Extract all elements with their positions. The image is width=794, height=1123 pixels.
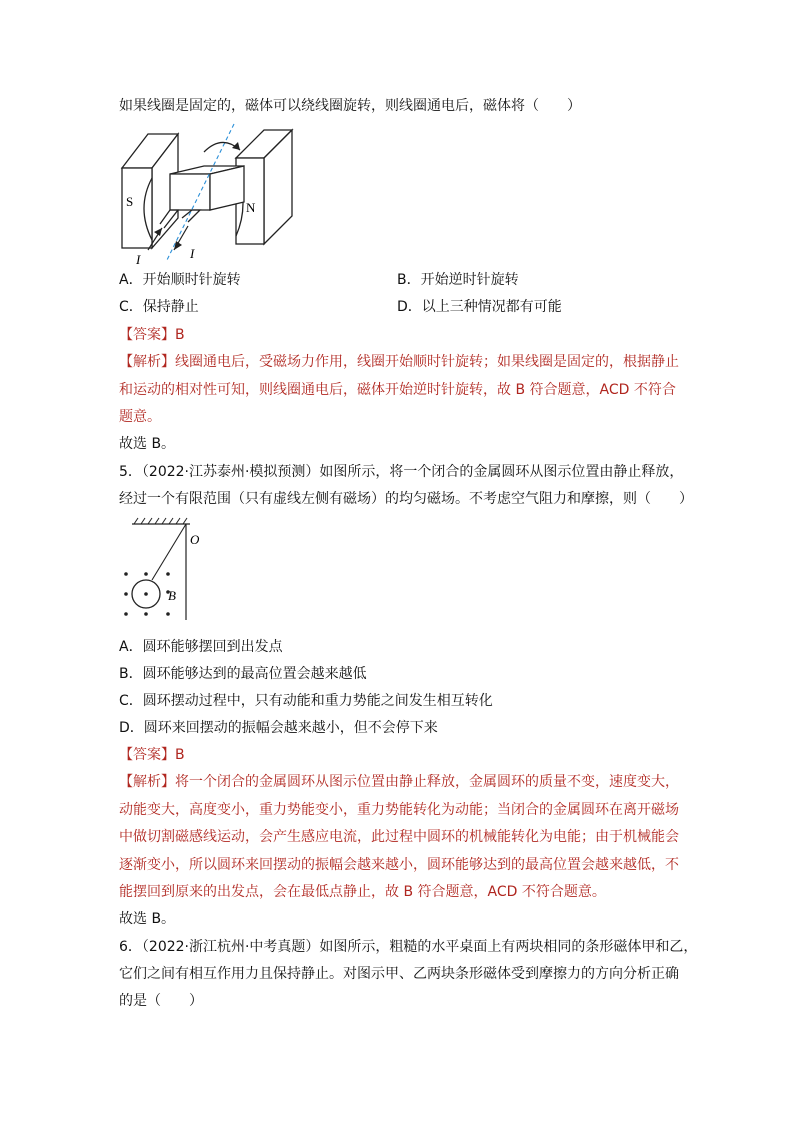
q4-option-a: A．开始顺时针旋转	[119, 272, 241, 288]
q6-stem-line-3: 的是（ ）	[119, 993, 203, 1009]
field-label: B	[168, 588, 176, 603]
q5-analysis-line-5: 能摆回到原来的出发点，会在最低点静止，故 B 符合题意，ACD 不符合题意。	[119, 884, 606, 900]
q5-option-b: B．圆环能够达到的最高位置会越来越低	[119, 666, 367, 682]
q4-answer-tag: 【答案】	[119, 327, 175, 343]
q4-conclusion: 故选 B。	[119, 436, 176, 452]
q4-option-c: C．保持静止	[119, 299, 199, 315]
q6-stem-line-1: 6．（2022·浙江杭州·中考真题）如图所示，粗糙的水平桌面上有两块相同的条形磁体甲和乙，	[119, 939, 698, 955]
q4-option-b: B．开始逆时针旋转	[397, 272, 519, 288]
q5-analysis-line-3: 中做切割磁感线运动，会产生感应电流，此过程中圆环的机械能转化为电能；由于机械能会	[119, 829, 679, 845]
q4-answer-value: B	[175, 327, 185, 343]
q5-analysis-text-1: 将一个闭合的金属圆环从图示位置由静止释放，金属圆环的质量不变，速度变大，	[175, 774, 679, 790]
s-label: S	[126, 194, 134, 209]
q5-analysis-line-1	[119, 772, 679, 792]
current-label-2: I	[190, 246, 195, 261]
q5-option-d: D．圆环来回摆动的振幅会越来越小，但不会停下来	[119, 720, 438, 736]
pivot-label: O	[190, 532, 200, 547]
string	[152, 524, 186, 580]
q5-answer-value: B	[175, 747, 185, 763]
q5-analysis-tag: 【解析】	[119, 774, 175, 790]
q4-analysis-tag: 【解析】	[119, 354, 175, 370]
q5-analysis-line-2: 动能变大，高度变小，重力势能变小，重力势能转化为动能；当闭合的金属圆环在离开磁场	[119, 802, 679, 818]
q4-analysis-text-1: 线圈通电后，受磁场力作用，线圈开始顺时针旋转；如果线圈是固定的，根据静止	[175, 354, 679, 370]
q5-answer-tag: 【答案】	[119, 747, 175, 763]
q4-analysis-line-2: 和运动的相对性可知，则线圈通电后，磁体开始逆时针旋转，故 B 符合题意，ACD 不符合	[119, 382, 676, 398]
n-label: N	[246, 200, 256, 215]
q4-analysis-line-3: 题意。	[119, 409, 161, 425]
q5-stem-line-1: 5．（2022·江苏泰州·模拟预测）如图所示，将一个闭合的金属圆环从图示位置由静止释放，	[119, 464, 684, 480]
q5-answer	[119, 745, 185, 765]
current-label-1: I	[136, 252, 141, 267]
ceiling-hatch	[134, 518, 187, 524]
q4-answer	[119, 325, 185, 345]
q5-option-a: A．圆环能够摆回到出发点	[119, 639, 283, 655]
q4-coil-magnet-figure	[118, 122, 298, 268]
q4-stem: 如果线圈是固定的，磁体可以绕线圈旋转，则线圈通电后，磁体将（ ）	[119, 98, 581, 114]
q4-option-d: D．以上三种情况都有可能	[397, 299, 562, 315]
q4-analysis-line-1	[119, 352, 679, 372]
magnetic-field-dots	[124, 572, 170, 616]
q6-stem-line-2: 它们之间有相互作用力且保持静止。对图示甲、乙两块条形磁体受到摩擦力的方向分析正确	[119, 966, 679, 982]
q5-conclusion: 故选 B。	[119, 911, 176, 927]
q5-ring-pendulum-figure	[118, 516, 208, 622]
q5-analysis-line-4: 逐渐变小，所以圆环来回摆动的振幅会越来越小，圆环能够达到的最高位置会越来越低，不	[119, 857, 679, 873]
q5-stem-line-2: 经过一个有限范围（只有虚线左侧有磁场）的均匀磁场。不考虑空气阻力和摩擦，则（ ）	[119, 491, 693, 507]
q5-option-c: C．圆环摆动过程中，只有动能和重力势能之间发生相互转化	[119, 693, 493, 709]
